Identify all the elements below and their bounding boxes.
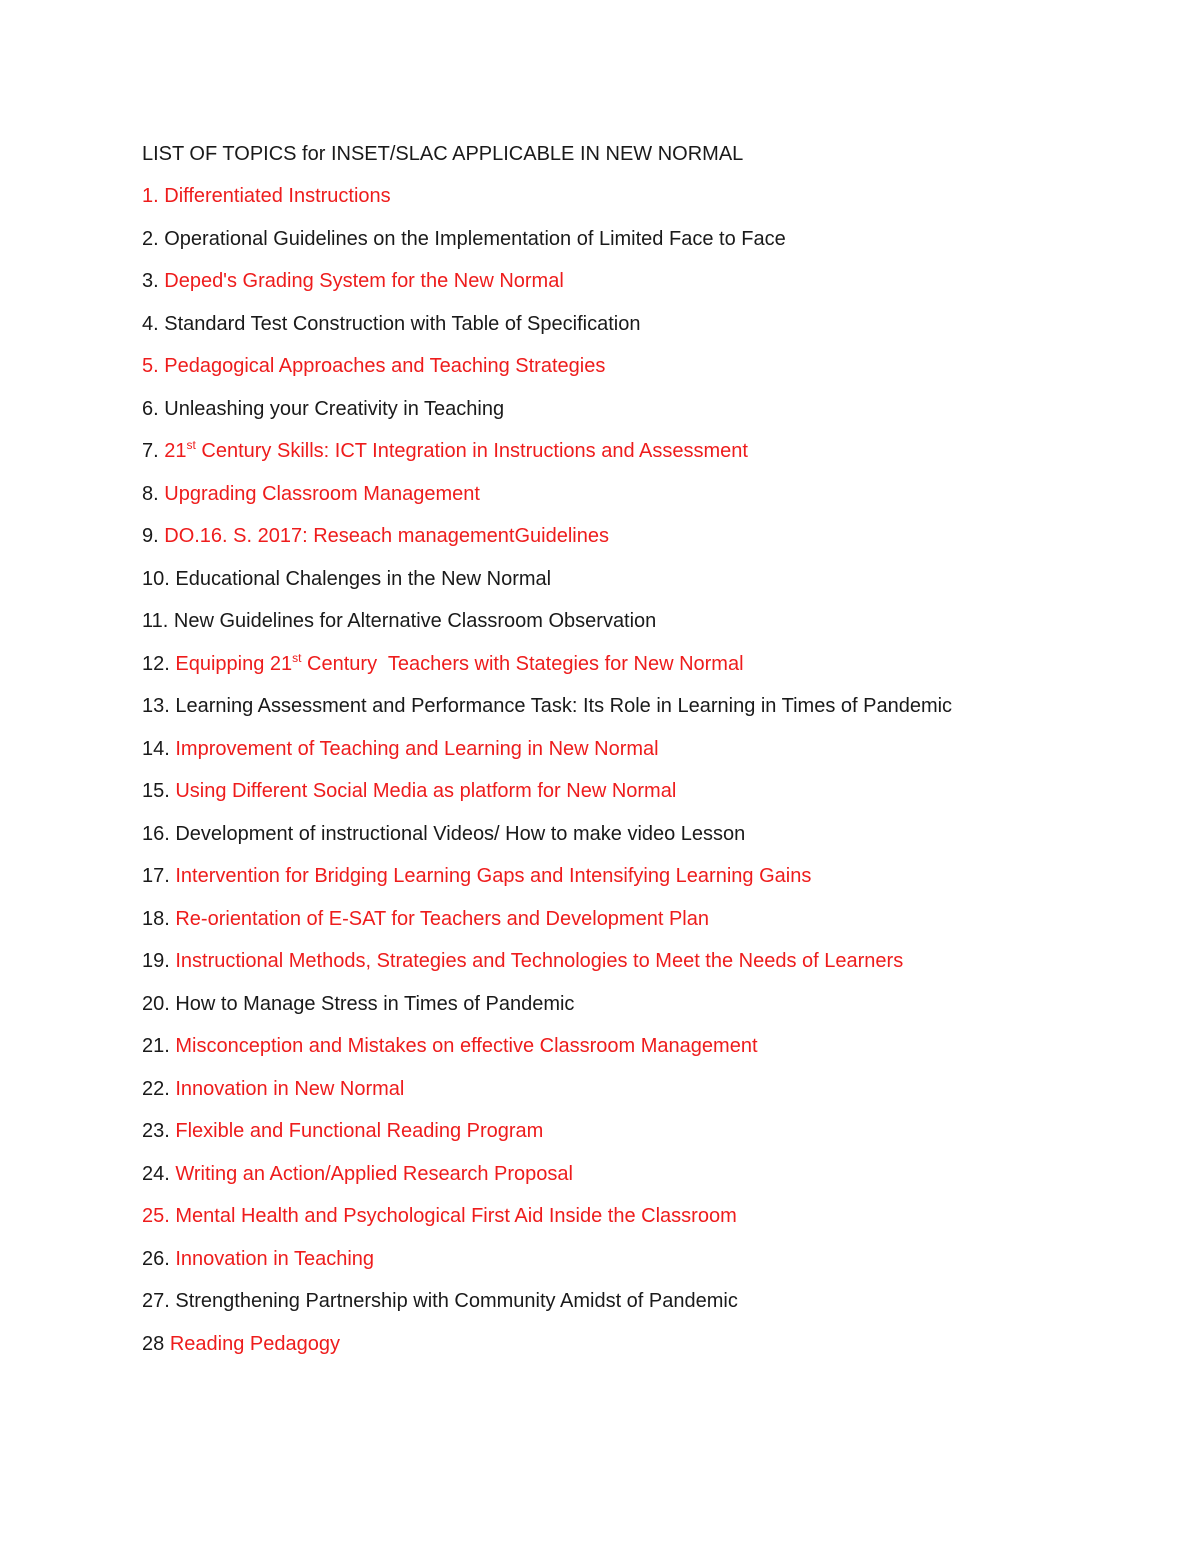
topic-text-main: Innovation in Teaching <box>175 1247 375 1270</box>
topic-item <box>142 353 952 396</box>
topic-text-main: Misconception and Mistakes on effective Classroom Management <box>175 1035 758 1057</box>
topic-item <box>142 736 952 779</box>
topic-text-main: Upgrading Classroom Management <box>164 482 480 505</box>
topic-text <box>175 780 676 802</box>
topic-ordinal-suffix: st <box>186 438 196 452</box>
topic-text-main: Using Different Social Media as platform for New Normal <box>175 780 677 802</box>
topic-text <box>175 1290 738 1312</box>
topic-text <box>175 738 658 760</box>
topic-number: 12. <box>142 652 176 675</box>
topic-number: 17. <box>142 865 176 887</box>
topic-item <box>142 651 952 694</box>
topic-text-main: Intervention for Bridging Learning Gaps and Intensifying Learning Gains <box>175 865 812 887</box>
topic-text-main: Pedagogical Approaches and Teaching Strategies <box>164 355 606 377</box>
topic-text-main: Flexible and Functional Reading Program <box>175 1120 544 1142</box>
topic-item <box>142 438 952 481</box>
topic-text-rest: Century Skills: ICT Integration in Instructions and Assessment <box>195 440 748 462</box>
topic-number: 13. <box>142 695 176 717</box>
topic-text <box>175 1078 404 1100</box>
topic-text <box>175 865 811 887</box>
topic-number: 14. <box>142 737 176 760</box>
topic-number: 4. <box>142 312 165 335</box>
topic-item <box>142 226 952 269</box>
topic-text-main: New Guidelines for Alternative Classroom Observation <box>173 610 657 632</box>
topic-item <box>142 311 952 354</box>
topic-list <box>142 183 952 1373</box>
topic-number: 21. <box>142 1035 176 1057</box>
topic-text <box>175 1205 736 1227</box>
topic-number: 9. <box>142 525 165 547</box>
topic-number: 25. <box>142 1205 176 1227</box>
topic-number: 18. <box>142 907 176 930</box>
topic-item <box>142 566 952 609</box>
topic-number: 2. <box>142 227 165 250</box>
topic-number: 28 <box>142 1332 170 1355</box>
topic-text-main: Strengthening Partnership with Community Amidst of Pandemic <box>175 1290 738 1312</box>
topic-number: 8. <box>142 482 165 505</box>
topic-text <box>164 185 390 207</box>
topic-number: 10. <box>142 567 176 590</box>
topic-item <box>142 948 952 991</box>
topic-number: 3. <box>142 270 165 292</box>
topic-text-main: Operational Guidelines on the Implementation of Limited Face to Face <box>164 227 786 250</box>
topic-number: 16. <box>142 822 176 845</box>
topic-item <box>142 778 952 821</box>
topic-text-main: Differentiated Instructions <box>164 185 391 207</box>
topic-text-main: Improvement of Teaching and Learning in New Normal <box>175 737 659 760</box>
topic-text <box>175 908 709 930</box>
topic-item <box>142 1331 952 1374</box>
topic-number: 22. <box>142 1077 176 1100</box>
topic-number: 6. <box>142 397 165 420</box>
topic-item <box>142 396 952 439</box>
topic-text <box>175 1163 573 1185</box>
topic-text <box>175 993 574 1015</box>
topic-text <box>170 1333 340 1355</box>
topic-item <box>142 1246 952 1289</box>
topic-text <box>175 1035 757 1057</box>
topic-text <box>164 398 504 420</box>
topic-item <box>142 1118 952 1161</box>
topic-text <box>164 313 640 335</box>
topic-number: 11. <box>142 610 174 632</box>
topic-item <box>142 1033 952 1076</box>
topic-text-rest: Century Teachers with Stategies for New Normal <box>301 652 744 675</box>
topic-item <box>142 608 952 651</box>
topic-text <box>164 355 605 377</box>
topic-text <box>164 525 609 547</box>
topic-number: 5. <box>142 355 165 377</box>
topic-number: 1. <box>142 185 165 207</box>
topic-text-main: 21 <box>164 440 187 462</box>
topic-text-main: Re-orientation of E-SAT for Teachers and Development Plan <box>175 907 709 930</box>
topic-item <box>142 481 952 524</box>
topic-item <box>142 863 952 906</box>
topic-text <box>164 440 748 462</box>
topic-text <box>175 650 744 675</box>
topic-number: 24. <box>142 1162 176 1185</box>
topic-number: 19. <box>142 950 176 972</box>
topic-text-main: Learning Assessment and Performance Task: Its Role in Learning in Times of Pandemic <box>175 695 953 717</box>
topic-text <box>164 228 785 250</box>
topic-number: 27. <box>142 1290 176 1312</box>
topic-text-main: DO.16. S. 2017: Reseach managementGuidelines <box>164 525 609 547</box>
topic-text <box>164 483 480 505</box>
topic-text-main: Instructional Methods, Strategies and Technologies to Meet the Needs of Learners <box>175 950 904 972</box>
topic-number: 20. <box>142 992 176 1015</box>
topic-item <box>142 183 952 226</box>
topic-item <box>142 523 952 566</box>
topic-text <box>175 1120 543 1142</box>
topic-text-main: Reading Pedagogy <box>169 1332 340 1355</box>
topic-number: 7. <box>142 440 165 462</box>
topic-text-main: How to Manage Stress in Times of Pandemic <box>175 992 575 1015</box>
topic-number: 15. <box>142 780 176 802</box>
topic-text-main: Unleashing your Creativity in Teaching <box>164 397 505 420</box>
topic-text <box>164 270 564 292</box>
topic-ordinal-suffix: st <box>292 650 302 665</box>
topic-text-main: Innovation in New Normal <box>175 1077 405 1100</box>
topic-number: 26. <box>142 1247 176 1270</box>
document-title: LIST OF TOPICS for INSET/SLAC APPLICABLE IN NEW NORMAL <box>142 143 744 165</box>
topic-item <box>142 1288 952 1331</box>
topic-item <box>142 1203 952 1246</box>
topic-item <box>142 268 952 311</box>
topic-item <box>142 906 952 949</box>
topic-text <box>174 610 656 632</box>
topic-text <box>175 950 903 972</box>
topic-text <box>175 823 745 845</box>
topic-item <box>142 693 952 736</box>
topic-text-main: Writing an Action/Applied Research Proposal <box>175 1162 573 1185</box>
topic-item <box>142 821 952 864</box>
topic-item <box>142 1161 952 1204</box>
topic-text-main: Development of instructional Videos/ How to make video Lesson <box>175 822 746 845</box>
topic-text <box>175 695 952 717</box>
topic-text-main: Equipping 21 <box>175 652 293 675</box>
topic-text <box>175 1248 374 1270</box>
topic-item <box>142 1076 952 1119</box>
topic-item <box>142 991 952 1034</box>
topic-text <box>175 568 551 590</box>
topic-text-main: Educational Chalenges in the New Normal <box>175 567 552 590</box>
topic-text-main: Standard Test Construction with Table of Specification <box>164 312 641 335</box>
topic-text-main: Deped's Grading System for the New Normal <box>164 270 564 292</box>
topic-text-main: Mental Health and Psychological First Aid Inside the Classroom <box>175 1205 737 1227</box>
topic-number: 23. <box>142 1120 176 1142</box>
